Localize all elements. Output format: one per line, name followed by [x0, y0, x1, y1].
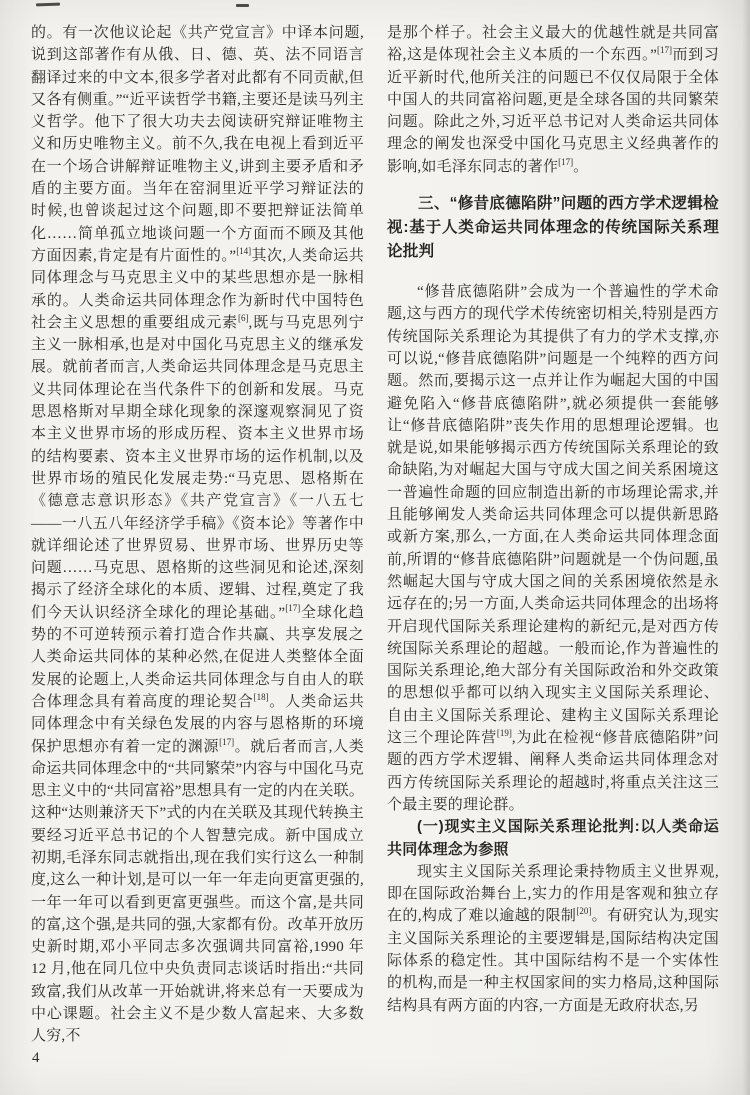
right-column: [387, 22, 719, 1017]
left-column: [31, 22, 364, 1048]
paragraph-continuation: 是那个样子。社会主义最大的优越性就是共同富裕,这是体现社会主义本质的一个东西。”[17]而到习近平新时代,他所关注的问题已不仅仅局限于全体中国人的共同富裕问题,更是全球各国的共同繁荣问题。除此之外,习近平总书记对人类命运共同体理念的阐发也深受中国化马克思主义经典著作的影响,如毛泽东同志的著作[17]。: [387, 25, 719, 175]
paragraph: “修昔底德陷阱”会成为一个普遍性的学术命题,这与西方的现代学术传统密切相关,特别是西方传统国际关系理论为其提供了有力的学术支撑,亦可以说,“修昔底德陷阱”问题是一个纯粹的西方问题。然而,要揭示这一点并让作为崛起大国的中国避免陷入“修昔底德陷阱”,就必须提供一套能够让“修昔底德陷阱”丧失作用的思想理论逻辑。也就是说,如果能够揭示西方传统国际关系理论的致命缺陷,为对崛起大国与守成大国之间关系困境这一普遍性命题的回应制造出新的市场理论需求,并且能够阐发人类命运共同体理念可以提供新思路或新方案,那么,一方面,在人类命运共同体理念面前,所谓的“修昔底德陷阱”问题就是一个伪问题,虽然崛起大国与守成大国之间的关系困境依然是永远存在的;另一方面,人类命运共同体理念的出场将开启现代国际关系理论建构的新纪元,是对西方传统国际关系理论的超越。一般而论,作为普遍性的国际关系理论,绝大部分有关国际政治和外交政策的思想似乎都可以纳入现实主义国际关系理论、自由主义国际关系理论、建构主义国际关系理论这三个理论阵营[19],为此在检视“修昔底德陷阱”问题的西方学术逻辑、阐释人类命运共同体理念对西方传统国际关系理论的超越时,将重点关注这三个最主要的理论群。: [387, 284, 719, 813]
page-edge-shading: [742, 0, 750, 1095]
paragraph: 现实主义国际关系理论秉持物质主义世界观,即在国际政治舞台上,实力的作用是客观和独立存在的,构成了难以逾越的限制[20]。有研究认为,现实主义国际关系理论的主要逻辑是,国际结构决定国际体系的稳定性。其中国际结构不是一个实体性的机构,而是一种主权国家间的实力格局,这种国际结构具有两方面的内容,一方面是无政府状态,另: [387, 863, 719, 1014]
paragraph-continuation: 的。有一次他议论起《共产党宣言》中译本问题,说到这部著作有从俄、日、德、英、法不同语言翻译过来的中文本,很多学者对此都有不同贡献,但又各有侧重。”“近平读哲学书籍,主要还是读马列主义哲学。他下了很大功夫去阅读研究辩证唯物主义和历史唯物主义。前不久,我在电视上看到近平在一个场合讲解辩证唯物主义,讲到主要矛盾和矛盾的主要方面。当年在窑洞里近平学习辩证法的时候,也曾谈起过这个问题,即不要把辩证法简单化……简单孤立地谈问题一个方面而不顾及其他方面因素,肯定是有片面性的。”[14]其次,人类命运共同体理念与马克思主义中的某些思想亦是一脉相承的。人类命运共同体理念作为新时代中国特色社会主义思想的重要组成元素[6],既与马克思列宁主义一脉相承,也是对中国化马克思主义的继承发展。就前者而言,人类命运共同体理念是马克思主义共同体理论在当代条件下的创新和发展。马克思恩格斯对早期全球化现象的深邃观察洞见了资本主义世界市场的形成历程、资本主义世界市场的结构要素、资本主义世界市场的运作机制,以及世界市场的殖民化发展走势:“马克思、恩格斯在《德意志意识形态》《共产党宣言》《一八五七——一八五八年经济学手稿》《资本论》等著作中就详细论述了世界贸易、世界市场、世界历史等问题……马克思、恩格斯的这些洞见和论述,深刻揭示了经济全球化的本质、逻辑、过程,奠定了我们今天认识经济全球化的理论基础。”[17]全球化趋势的不可逆转预示着打造合作共赢、共享发展之人类命运共同体的某种必然,在促进人类整体全面发展的论题上,人类命运共同体理念与自由人的联合体理念具有着高度的理论契合[18]。人类命运共同体理念中有关绿色发展的内容与恩格斯的环境保护思想亦有着一定的渊源[17]。就后者而言,人类命运共同体理念中的“共同繁荣”内容与中国化马克思主义中的“共同富裕”思想具有一定的内在关联。这种“达则兼济天下”式的内在关联及其现代转换主要经习近平总书记的个人智慧完成。新中国成立初期,毛泽东同志就指出,现在我们实行这么一种制度,这么一种计划,是可以一年一年走向更富更强的,一年一年可以看到更富更强些。而这个富,是共同的富,这个强,是共同的强,大家都有份。改革开放历史新时期,邓小平同志多次强调共同富裕,1990 年 12 月,他在同几位中央负责同志谈话时指出:“共同致富,我们从改革一开始就讲,将来总有一天要成为中心课题。社会主义不是少数人富起来、大多数人穷,不: [31, 25, 364, 1045]
scan-artifact: [236, 4, 249, 7]
page-number: 4: [32, 1050, 40, 1066]
subsection-heading: (一)现实主义国际关系理论批判:以人类命运共同体理念为参照: [387, 818, 719, 858]
section-heading: 三、“修昔底德陷阱”问题的西方学术逻辑检视:基于人类命运共同体理念的传统国际关系理论批判: [387, 195, 719, 261]
scan-artifact: [36, 3, 60, 7]
